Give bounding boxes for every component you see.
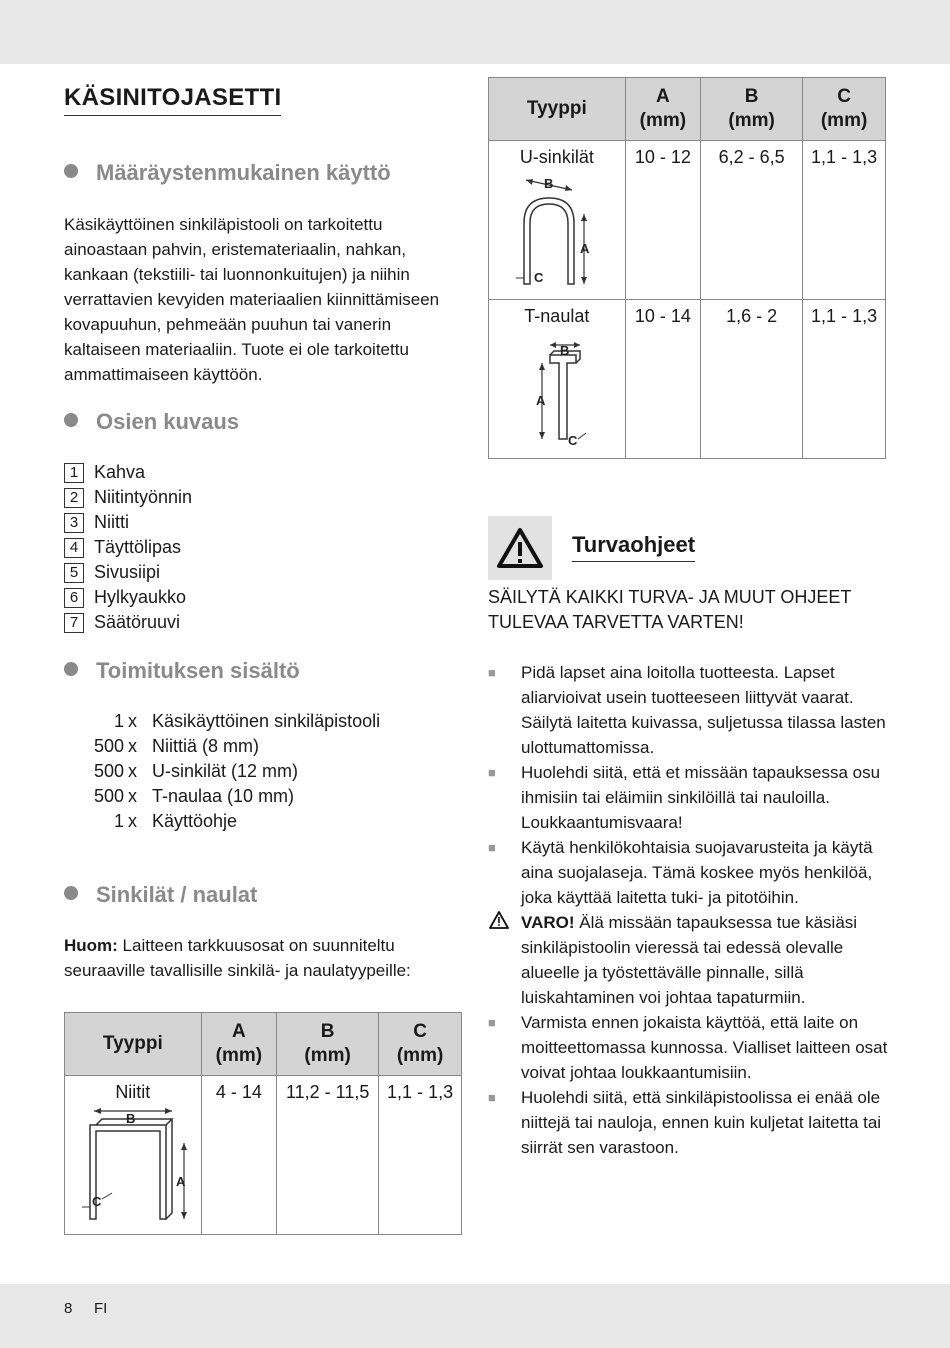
value-a-cell: 10 - 12 xyxy=(625,141,701,300)
delivery-list xyxy=(64,709,380,834)
part-number: 2 xyxy=(64,488,84,508)
quantity: 1 xyxy=(113,711,124,731)
part-label: Sivusiipi xyxy=(94,562,161,582)
staple-type-table-right xyxy=(488,77,886,459)
square-bullet-icon: ■ xyxy=(488,840,496,855)
square-bullet-icon: ■ xyxy=(488,1090,496,1105)
usage-paragraph: Käsikäyttöinen sinkiläpistooli on tarkoitettu ainoastaan pahvin, eristemateriaalin, nahkan, kankaan (tekstiili- tai luonnonkuitujen) ja niihin verrattavien kevyiden materiaalien kiinnittämiseen kovapuuhun, pehmeään puuhun tai vanerin kaltaiseen materiaaliin. Tuote ei ole tarkoitettu ammattimaiseen käyttöön. xyxy=(64,215,440,384)
col-header-b: B (mm) xyxy=(701,78,803,141)
bullet-dot xyxy=(64,886,78,900)
part-label: Niitintyönnin xyxy=(94,487,193,507)
value-c-cell: 1,1 - 1,3 xyxy=(803,141,886,300)
square-bullet-icon: ■ xyxy=(488,665,496,680)
type-name: Niitit xyxy=(115,1082,151,1102)
diagram-label-b: B xyxy=(125,1111,136,1126)
footer-band xyxy=(0,1284,950,1348)
square-bullet-icon: ■ xyxy=(488,765,496,780)
type-name: U-sinkilät xyxy=(519,147,594,167)
item-text: U-sinkilät (12 mm) xyxy=(152,761,299,781)
times-sign: x xyxy=(128,761,137,781)
save-instructions-note: SÄILYTÄ KAIKKI TURVA- JA MUUT OHJEET TULEVAA TARVETTA VARTEN! xyxy=(488,587,852,632)
square-bullet-icon: ■ xyxy=(488,1015,496,1030)
part-label: Säätöruuvi xyxy=(94,612,181,632)
item-text: Niittiä (8 mm) xyxy=(152,736,259,756)
note-label: Huom: xyxy=(64,936,118,955)
list-item xyxy=(64,585,192,610)
page-number: 8 xyxy=(64,1300,73,1317)
part-label: Niitti xyxy=(94,512,129,532)
quantity: 500 xyxy=(93,786,124,806)
type-cell xyxy=(489,141,626,300)
list-item: ■ Huolehdi siitä, että et missään tapauksessa osu ihmisiin tai eläimiin sinkilöillä tai nauloilla. Loukkaantumisvaara! xyxy=(488,760,888,835)
list-item xyxy=(64,734,380,759)
value-c-cell: 1,1 - 1,3 xyxy=(379,1076,462,1235)
type-cell xyxy=(65,1076,202,1235)
list-item: ■ Pidä lapset aina loitolla tuotteesta. Lapset aliarvioivat usein tuotteeseen liittyvät vaarat. Säilytä laitetta kuivassa, suljetussa tilassa lasten ulottumattomissa. xyxy=(488,660,888,760)
col-header-c: C (mm) xyxy=(379,1013,462,1076)
language-code: FI xyxy=(94,1300,108,1317)
part-number: 4 xyxy=(64,538,84,558)
times-sign: x xyxy=(128,811,137,831)
safety-rules-list xyxy=(488,660,888,1160)
warning-box xyxy=(488,516,552,580)
table-row xyxy=(489,300,886,459)
col-header-c: C (mm) xyxy=(803,78,886,141)
value-b-cell: 6,2 - 6,5 xyxy=(701,141,803,300)
warning-triangle-icon xyxy=(488,516,552,580)
list-item: ■ Käytä henkilökohtaisia suojavarusteita ja käytä aina suojalaseja. Tämä koskee myös henkilöä, joka käyttää laitetta tuki- ja pitotöihin. xyxy=(488,835,888,910)
part-label: Täyttölipas xyxy=(94,537,182,557)
warning-text: Älä missään tapauksessa tue käsiäsi sinkiläpistoolin vieressä tai edessä olevalle alueelle ja työstettävälle pinnalle, sillä luiskahtaminen voi johtaa tapaturmiin. xyxy=(521,913,858,1007)
top-band xyxy=(0,0,950,64)
part-label: Hylkyaukko xyxy=(94,587,187,607)
bullet-dot xyxy=(64,662,78,676)
list-item xyxy=(64,535,192,560)
diagram-label-c: C xyxy=(533,270,544,285)
item-text: Käsikäyttöinen sinkiläpistooli xyxy=(152,711,381,731)
parts-list xyxy=(64,460,192,635)
table-header-row xyxy=(65,1013,462,1076)
diagram-label-c: C xyxy=(91,1194,102,1209)
section-heading-parts: Osien kuvaus xyxy=(64,409,239,435)
list-item xyxy=(64,510,192,535)
part-label: Kahva xyxy=(94,462,146,482)
quantity: 500 xyxy=(93,736,124,756)
list-item xyxy=(64,759,380,784)
list-item xyxy=(64,610,192,635)
col-header-type: Tyyppi xyxy=(489,78,626,141)
staple-type-table-left xyxy=(64,1012,462,1235)
value-a-cell: 10 - 14 xyxy=(625,300,701,459)
list-item xyxy=(64,560,192,585)
quantity: 1 xyxy=(113,811,124,831)
bullet-dot xyxy=(64,413,78,427)
type-cell xyxy=(489,300,626,459)
times-sign: x xyxy=(128,736,137,756)
staples-note xyxy=(64,933,464,983)
list-item: ■ Varmista ennen jokaista käyttöä, että laite on moitteettomassa kunnossa. Vialliset laitteen osat voivat johtaa loukkaantumisiin. xyxy=(488,1010,888,1085)
part-number: 5 xyxy=(64,563,84,583)
table-header-row xyxy=(489,78,886,141)
list-item: ■ Huolehdi siitä, että sinkiläpistoolissa ei enää ole niittejä tai nauloja, ennen kuin kuljetat laitetta tai siirrät sen varastoon. xyxy=(488,1085,888,1160)
table-row xyxy=(489,141,886,300)
diagram-label-b: B xyxy=(543,176,554,191)
warning-label: VARO! xyxy=(521,913,575,932)
item-text: Käyttöohje xyxy=(152,811,238,831)
flat-staple-diagram xyxy=(68,1103,198,1228)
safety-heading: Turvaohjeet xyxy=(572,532,695,562)
bullet-dot xyxy=(64,164,78,178)
page-title: KÄSINITOJASETTI xyxy=(64,84,281,116)
section-heading-delivery: Toimituksen sisältö xyxy=(64,658,300,684)
warning-item xyxy=(488,910,888,1010)
section-heading-usage: Määräystenmukainen käyttö xyxy=(64,160,391,186)
list-item xyxy=(64,784,380,809)
diagram-label-a: A xyxy=(175,1174,186,1189)
note-text: Laitteen tarkkuusosat on suunniteltu seuraaville tavallisille sinkilä- ja naulatyypeille: xyxy=(64,936,411,980)
list-item xyxy=(64,485,192,510)
value-a-cell: 4 - 14 xyxy=(201,1076,277,1235)
section-heading-staples: Sinkilät / naulat xyxy=(64,882,257,908)
value-c-cell: 1,1 - 1,3 xyxy=(803,300,886,459)
quantity: 500 xyxy=(93,761,124,781)
warning-triangle-icon xyxy=(488,910,521,1010)
diagram-label-b: B xyxy=(559,343,570,358)
list-item xyxy=(64,460,192,485)
table-row xyxy=(65,1076,462,1235)
col-header-a: A (mm) xyxy=(625,78,701,141)
col-header-a: A (mm) xyxy=(201,1013,277,1076)
u-staple-diagram xyxy=(492,168,622,293)
part-number: 3 xyxy=(64,513,84,533)
part-number: 7 xyxy=(64,613,84,633)
col-header-b: B (mm) xyxy=(277,1013,379,1076)
list-item xyxy=(64,809,380,834)
diagram-label-c: C xyxy=(567,433,578,448)
times-sign: x xyxy=(128,786,137,806)
diagram-label-a: A xyxy=(535,393,546,408)
item-text: T-naulaa (10 mm) xyxy=(152,786,295,806)
value-b-cell: 1,6 - 2 xyxy=(701,300,803,459)
diagram-label-a: A xyxy=(579,241,590,256)
list-item xyxy=(64,709,380,734)
t-nail-diagram xyxy=(492,327,622,452)
times-sign: x xyxy=(128,711,137,731)
value-b-cell: 11,2 - 11,5 xyxy=(277,1076,379,1235)
part-number: 6 xyxy=(64,588,84,608)
type-name: T-naulat xyxy=(524,306,590,326)
part-number: 1 xyxy=(64,463,84,483)
col-header-type: Tyyppi xyxy=(65,1013,202,1076)
